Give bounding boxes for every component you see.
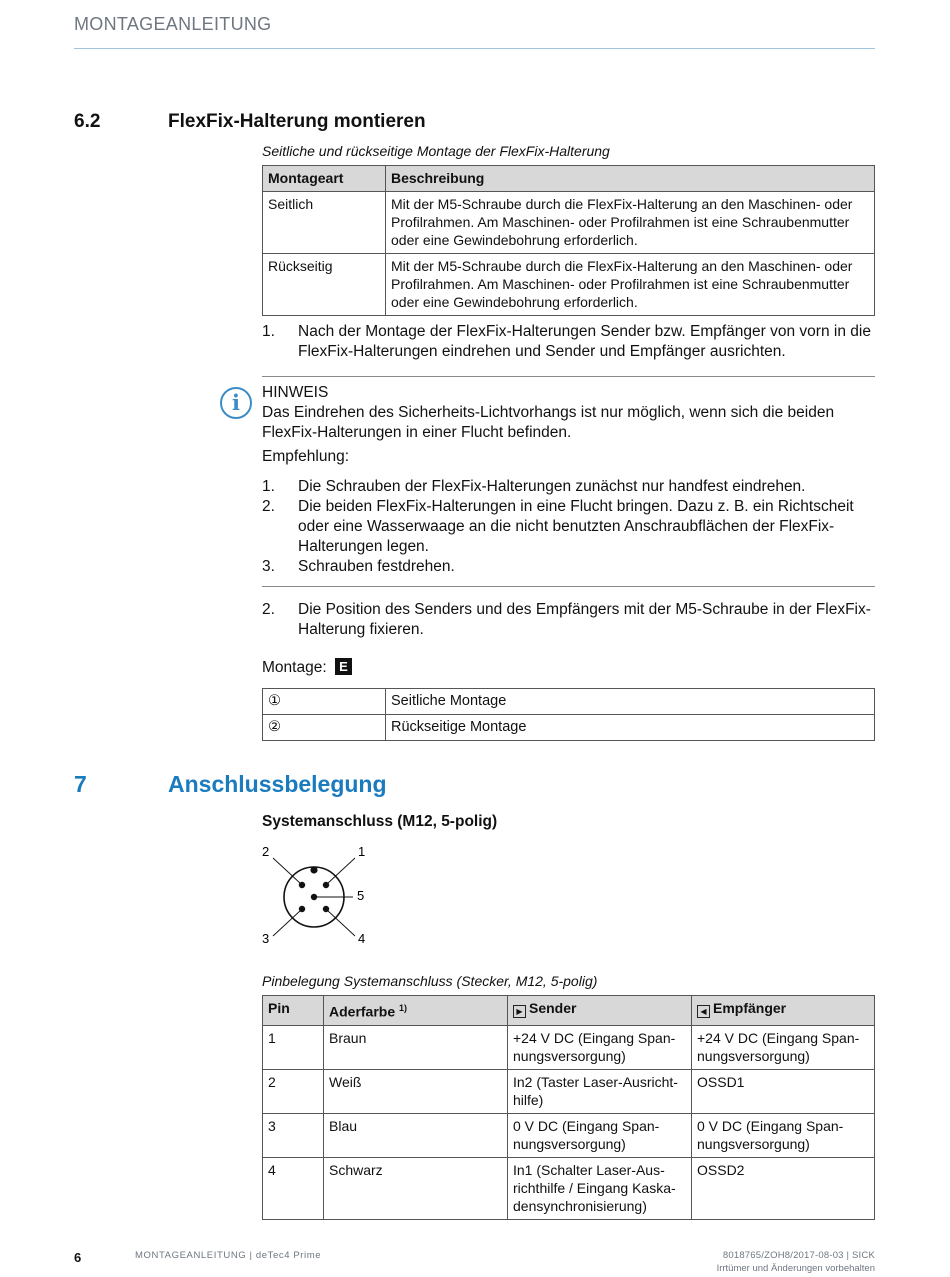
footer-doc-id: 8018765/ZOH8/2017-08-03 | SICK xyxy=(722,1250,875,1261)
list-number: 3. xyxy=(262,558,275,575)
note-title: HINWEIS xyxy=(262,384,329,401)
table-row xyxy=(263,254,875,316)
list-text: Die Schrauben der FlexFix-Halterungen zunächst nur handfest eindrehen. xyxy=(298,478,806,495)
table-cell: In1 (Schalter Laser-Aus-richthilfe / Eingang Kaska-densynchronisierung) xyxy=(508,1157,692,1219)
pin-leader-1 xyxy=(327,858,355,884)
table-row xyxy=(263,1157,875,1219)
pin-label: 1 xyxy=(358,844,366,859)
table-cell: 2 xyxy=(263,1069,324,1113)
list-item xyxy=(262,497,875,557)
table-cell: Rückseitig xyxy=(263,254,386,316)
step-item xyxy=(262,322,875,362)
note-recommendation-label: Empfehlung: xyxy=(262,448,350,465)
chapter-title: Anschlussbelegung xyxy=(168,771,387,797)
table-cell: Blau xyxy=(324,1113,508,1157)
step-item xyxy=(262,600,875,640)
legend-text: Seitliche Montage xyxy=(386,689,875,715)
table-cell: 1 xyxy=(263,1025,324,1069)
table-cell: Mit der M5-Schraube durch die FlexFix-Halterung an den Maschinen- oder Profilrahmen. Am Maschinen- oder Profilrahmen ist eine Schraubenmutter oder eine Gewindebohrung erforderlich. xyxy=(386,254,875,316)
mount-table xyxy=(262,165,875,316)
mount-table-header-cell: Beschreibung xyxy=(386,166,875,192)
table-cell: Schwarz xyxy=(324,1157,508,1219)
pin-5-dot xyxy=(311,894,317,900)
table-row xyxy=(263,192,875,254)
chapter-number: 7 xyxy=(74,771,87,797)
pin-4-dot xyxy=(323,906,329,912)
list-item xyxy=(262,477,875,497)
footer-doc-title: MONTAGEANLEITUNG | deTec4 Prime xyxy=(135,1250,322,1261)
pin-2-dot xyxy=(299,882,305,888)
note-bottom-rule xyxy=(262,586,875,587)
table-cell: 4 xyxy=(263,1157,324,1219)
mount-table-caption: Seitliche und rückseitige Montage der FlexFix-Halterung xyxy=(262,143,610,159)
pin-table-header-cell xyxy=(692,996,875,1026)
table-cell: +24 V DC (Eingang Span-nungsversorgung) xyxy=(692,1025,875,1069)
legend-marker: ② xyxy=(263,715,386,741)
pin-1-dot xyxy=(323,882,329,888)
table-row xyxy=(263,1113,875,1157)
connector-heading: Systemanschluss (M12, 5-polig) xyxy=(262,813,498,830)
pin-leader-2 xyxy=(273,858,301,884)
footer-disclaimer: Irrtümer und Änderungen vorbehalten xyxy=(716,1263,875,1274)
table-cell: +24 V DC (Eingang Span-nungsversorgung) xyxy=(508,1025,692,1069)
sender-icon: ▶ xyxy=(513,1005,526,1018)
list-number: 2. xyxy=(262,498,275,515)
pin-label: 5 xyxy=(357,888,365,903)
list-text: Schrauben festdrehen. xyxy=(298,558,455,575)
mount-table-header-cell: Montageart xyxy=(263,166,386,192)
step-number: 1. xyxy=(262,323,275,340)
header-text: Empfänger xyxy=(713,1000,787,1016)
footer-page-number: 6 xyxy=(74,1250,82,1265)
table-cell: Weiß xyxy=(324,1069,508,1113)
pin-leader-3 xyxy=(273,910,301,936)
montage-legend-table xyxy=(262,688,875,741)
table-cell: 0 V DC (Eingang Span-nungsversorgung) xyxy=(508,1113,692,1157)
info-icon: i xyxy=(220,387,252,419)
list-text: Die beiden FlexFix-Halterungen in eine Flucht bringen. Dazu z. B. ein Richtscheit oder eine Wasserwaage an die nicht benutzten Anschraubflächen der FlexFix-Halterungen legen. xyxy=(298,498,854,555)
section-number: 6.2 xyxy=(74,111,101,132)
header-text: Aderfarbe xyxy=(329,1003,396,1020)
montage-line xyxy=(262,658,352,678)
pin-table-header-cell: Pin xyxy=(263,996,324,1026)
table-row xyxy=(263,1069,875,1113)
table-cell: 0 V DC (Eingang Span-nungsversorgung) xyxy=(692,1113,875,1157)
pin-table-header-cell xyxy=(324,996,508,1026)
pin-3-dot xyxy=(299,906,305,912)
step-text: Die Position des Senders und des Empfängers mit der M5-Schraube in der FlexFix-Halterung fixieren. xyxy=(298,601,871,638)
header-text: Sender xyxy=(529,1000,577,1016)
table-cell: OSSD2 xyxy=(692,1157,875,1219)
table-cell: Braun xyxy=(324,1025,508,1069)
footnote-marker: 1) xyxy=(399,1003,408,1013)
step-text: Nach der Montage der FlexFix-Halterungen Sender bzw. Empfänger von vorn in die FlexFix-Halterungen eindrehen und Sender und Empfänger ausrichten. xyxy=(298,323,871,360)
table-cell: OSSD1 xyxy=(692,1069,875,1113)
list-item xyxy=(262,557,875,577)
running-header: MONTAGEANLEITUNG xyxy=(74,14,272,34)
table-cell: 3 xyxy=(263,1113,324,1157)
table-cell: Mit der M5-Schraube durch die FlexFix-Halterung an den Maschinen- oder Profilrahmen. Am Maschinen- oder Profilrahmen ist eine Schraubenmutter oder eine Gewindebohrung erforderlich. xyxy=(386,192,875,254)
connector-pin-diagram xyxy=(255,840,375,950)
pin-label: 3 xyxy=(262,931,270,946)
legend-marker: ① xyxy=(263,689,386,715)
pin-label: 2 xyxy=(262,844,270,859)
step-number: 2. xyxy=(262,601,275,618)
section-title: FlexFix-Halterung montieren xyxy=(168,111,426,132)
receiver-icon: ◀ xyxy=(697,1005,710,1018)
note-list xyxy=(262,477,875,577)
list-number: 1. xyxy=(262,478,275,495)
note-text: Das Eindrehen des Sicherheits-Lichtvorhangs ist nur möglich, wenn sich die beiden FlexFix-Halterungen in einer Flucht befinden. xyxy=(262,404,835,441)
legend-text: Rückseitige Montage xyxy=(386,715,875,741)
table-row xyxy=(263,1025,875,1069)
table-cell: Seitlich xyxy=(263,192,386,254)
header-rule xyxy=(74,48,875,49)
pin-table-header-cell xyxy=(508,996,692,1026)
figure-reference-badge: E xyxy=(335,658,352,675)
pin-leader-4 xyxy=(327,910,355,936)
table-row xyxy=(263,715,875,741)
pin-table-header-row xyxy=(263,996,875,1026)
pin-table xyxy=(262,995,875,1220)
note-top-rule xyxy=(262,376,875,377)
pin-label: 4 xyxy=(358,931,366,946)
pin-table-caption: Pinbelegung Systemanschluss (Stecker, M12, 5-polig) xyxy=(262,973,598,989)
table-cell: In2 (Taster Laser-Ausricht-hilfe) xyxy=(508,1069,692,1113)
pin-top-key xyxy=(310,866,317,873)
mount-table-header-row xyxy=(263,166,875,192)
montage-label: Montage: xyxy=(262,659,327,676)
table-row xyxy=(263,689,875,715)
